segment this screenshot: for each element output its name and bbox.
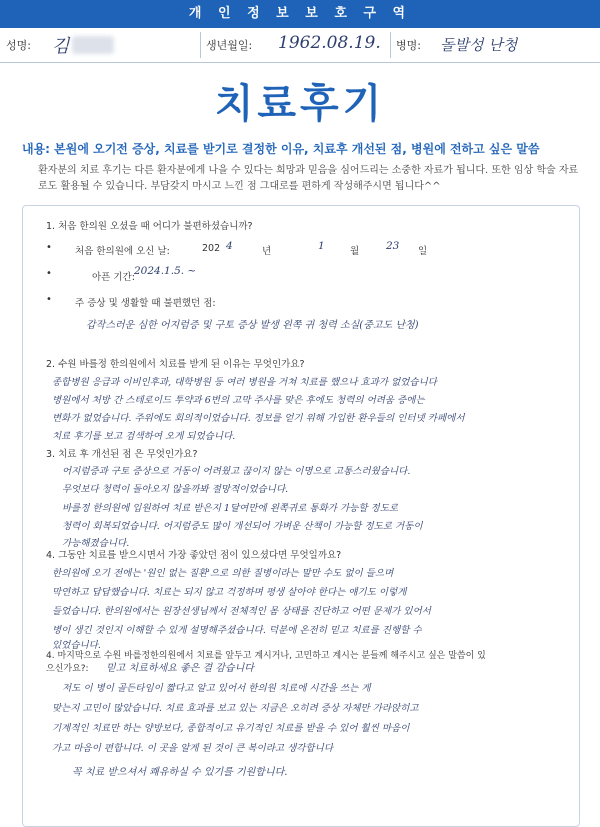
month-unit: 월 bbox=[350, 246, 360, 257]
q2-line: 변화가 없었습니다. 주위에도 회의적이었습니다. 정보를 얻기 위해 가입한 환우들의 인터넷 카페에서 bbox=[52, 413, 465, 424]
name-redaction bbox=[72, 36, 114, 54]
q4-line: 있었습니다. bbox=[52, 640, 101, 651]
q5-question: 4. 마지막으로 수원 바를정한의원에서 치료를 앞두고 계시거나, 고민하고 계시는 분들께 해주시고 싶은 말씀이 있 bbox=[46, 651, 486, 661]
bullet: • bbox=[46, 294, 52, 305]
symptom-label: 주 증상 및 생활할 때 불편했던 점: bbox=[75, 298, 216, 309]
q2-question: 2. 수원 바를정 한의원에서 치료를 받게 된 이유는 무엇인가요? bbox=[46, 359, 305, 370]
q3-line: 청력이 회복되었습니다. 어지럼증도 많이 개선되어 가벼운 산책이 가능할 정도로 거동이 bbox=[62, 521, 423, 532]
q4-line: 들었습니다. 한의원에서는 원장선생님께서 전체적인 몸 상태를 진단하고 어떤 문제가 있어서 bbox=[52, 606, 431, 617]
q3-line: 가능해졌습니다. bbox=[62, 538, 130, 549]
q2-line: 치료 후기를 보고 검색하여 오게 되었습니다. bbox=[52, 431, 236, 442]
q5-line: 맞는지 고민이 많았습니다. 치료 효과를 보고 있는 지금은 오히려 증상 자체만 가라앉히고 bbox=[52, 703, 419, 714]
dob-label: 생년월일: bbox=[206, 39, 253, 52]
q5-question-cont: 으신가요?: bbox=[46, 664, 89, 674]
bullet: • bbox=[46, 268, 52, 279]
q2-line: 병원에서 처방 간 스테로이드 투약과 6번의 고막 주사를 맞은 후에도 청력의 어려움 증에는 bbox=[52, 395, 425, 406]
day-value: 23 bbox=[386, 240, 400, 252]
symptom-value: 갑작스러운 심한 어지럼증 및 구토 증상 발생 왼쪽 귀 청력 소실(중고도 난청) bbox=[86, 320, 419, 331]
q3-question: 3. 치료 후 개선된 점 은 무엇인가요? bbox=[46, 449, 198, 460]
year-unit: 년 bbox=[262, 246, 272, 257]
q2-line: 종합병원 응급과 이비인후과, 대학병원 등 여러 병원을 거쳐 치료를 했으나 효과가 없었습니다 bbox=[52, 377, 437, 388]
q3-line: 무엇보다 청력이 돌아오지 않을까봐 절망적이었습니다. bbox=[62, 484, 289, 495]
disease-label: 병명: bbox=[396, 39, 421, 52]
q5-line: 저도 이 병이 골든타임이 짧다고 알고 있어서 한의원 치료에 시간을 쓰는 게 bbox=[62, 683, 371, 694]
q3-line: 바를정 한의원에 입원하여 치료 받은지 1달여만에 왼쪽귀로 통화가 가능할 정도로 bbox=[62, 503, 399, 514]
pain-value: 2024.1.5. ~ bbox=[134, 265, 197, 277]
bullet: • bbox=[46, 242, 52, 253]
description: 환자분의 치료 후기는 다른 환자분에게 나을 수 있다는 희망과 믿음을 심어드리는 소중한 자료가 됩니다. 또한 임상 학술 자료로도 활용될 수 있습니다. 부담갖지 마시고 느낀 점 그대로를 편하게 작성해주시면 됩니다^^ bbox=[38, 165, 579, 192]
subtitle: 내용: 본원에 오기전 증상, 치료를 받기로 결정한 이유, 치료후 개선된 점, 병원에 전하고 싶은 말씀 bbox=[22, 142, 540, 156]
name-label: 성명: bbox=[6, 39, 31, 52]
year-digit: 4 bbox=[226, 240, 233, 252]
page-title: 치료후기 bbox=[214, 81, 386, 127]
month-value: 1 bbox=[318, 240, 325, 252]
year-prefix: 202 bbox=[202, 243, 221, 254]
patient-info-row bbox=[0, 28, 600, 63]
q1-question: 1. 처음 한의원 오셨을 때 어디가 불편하셨습니까? bbox=[46, 221, 253, 232]
privacy-band bbox=[0, 0, 600, 28]
q3-line: 어지럼증과 구토 증상으로 거동이 어려웠고 끊이지 않는 이명으로 고통스러웠습니다. bbox=[62, 466, 411, 477]
q4-question: 4. 그동안 치료를 받으시면서 가장 좋았던 점이 있으셨다면 무엇일까요? bbox=[46, 550, 342, 561]
pain-label: 아픈 기간: bbox=[92, 272, 135, 283]
day-unit: 일 bbox=[418, 246, 428, 257]
divider bbox=[200, 32, 201, 58]
dob-value: 1962.08.19. bbox=[278, 33, 381, 53]
q5-line: 기계적인 치료만 하는 양방보다, 종합적이고 유기적인 치료를 받을 수 있어 훨씬 마음이 bbox=[52, 723, 410, 734]
name-value: 김 bbox=[52, 36, 70, 57]
q4-line: 한의원에 오기 전에는 '원인 없는 질환'으로 의한 질병이라는 말만 수도 없이 들으며 bbox=[52, 568, 394, 579]
visit-label: 처음 한의원에 오신 날: bbox=[75, 246, 170, 257]
q5-answer-first: 믿고 치료하세요 좋은 결 감습니다 bbox=[106, 663, 254, 674]
divider bbox=[390, 32, 391, 58]
q4-line: 병이 생긴 것인지 이해할 수 있게 설명해주셨습니다. 덕분에 온전히 믿고 치료를 진행할 수 bbox=[52, 625, 422, 636]
q4-line: 막연하고 답답했습니다. 치료는 되지 않고 걱정하며 평생 살아야 한다는 얘기도 이렇게 bbox=[52, 587, 407, 598]
q5-line: 가고 마음이 편합니다. 이 곳을 알게 된 것이 큰 복이라고 생각합니다 bbox=[52, 743, 333, 754]
q5-line: 꼭 치료 받으셔서 쾌유하실 수 있기를 기원합니다. bbox=[72, 767, 288, 778]
privacy-band-title: 개 인 정 보 보 호 구 역 bbox=[188, 6, 412, 21]
disease-value: 돌발성 난청 bbox=[440, 36, 518, 54]
